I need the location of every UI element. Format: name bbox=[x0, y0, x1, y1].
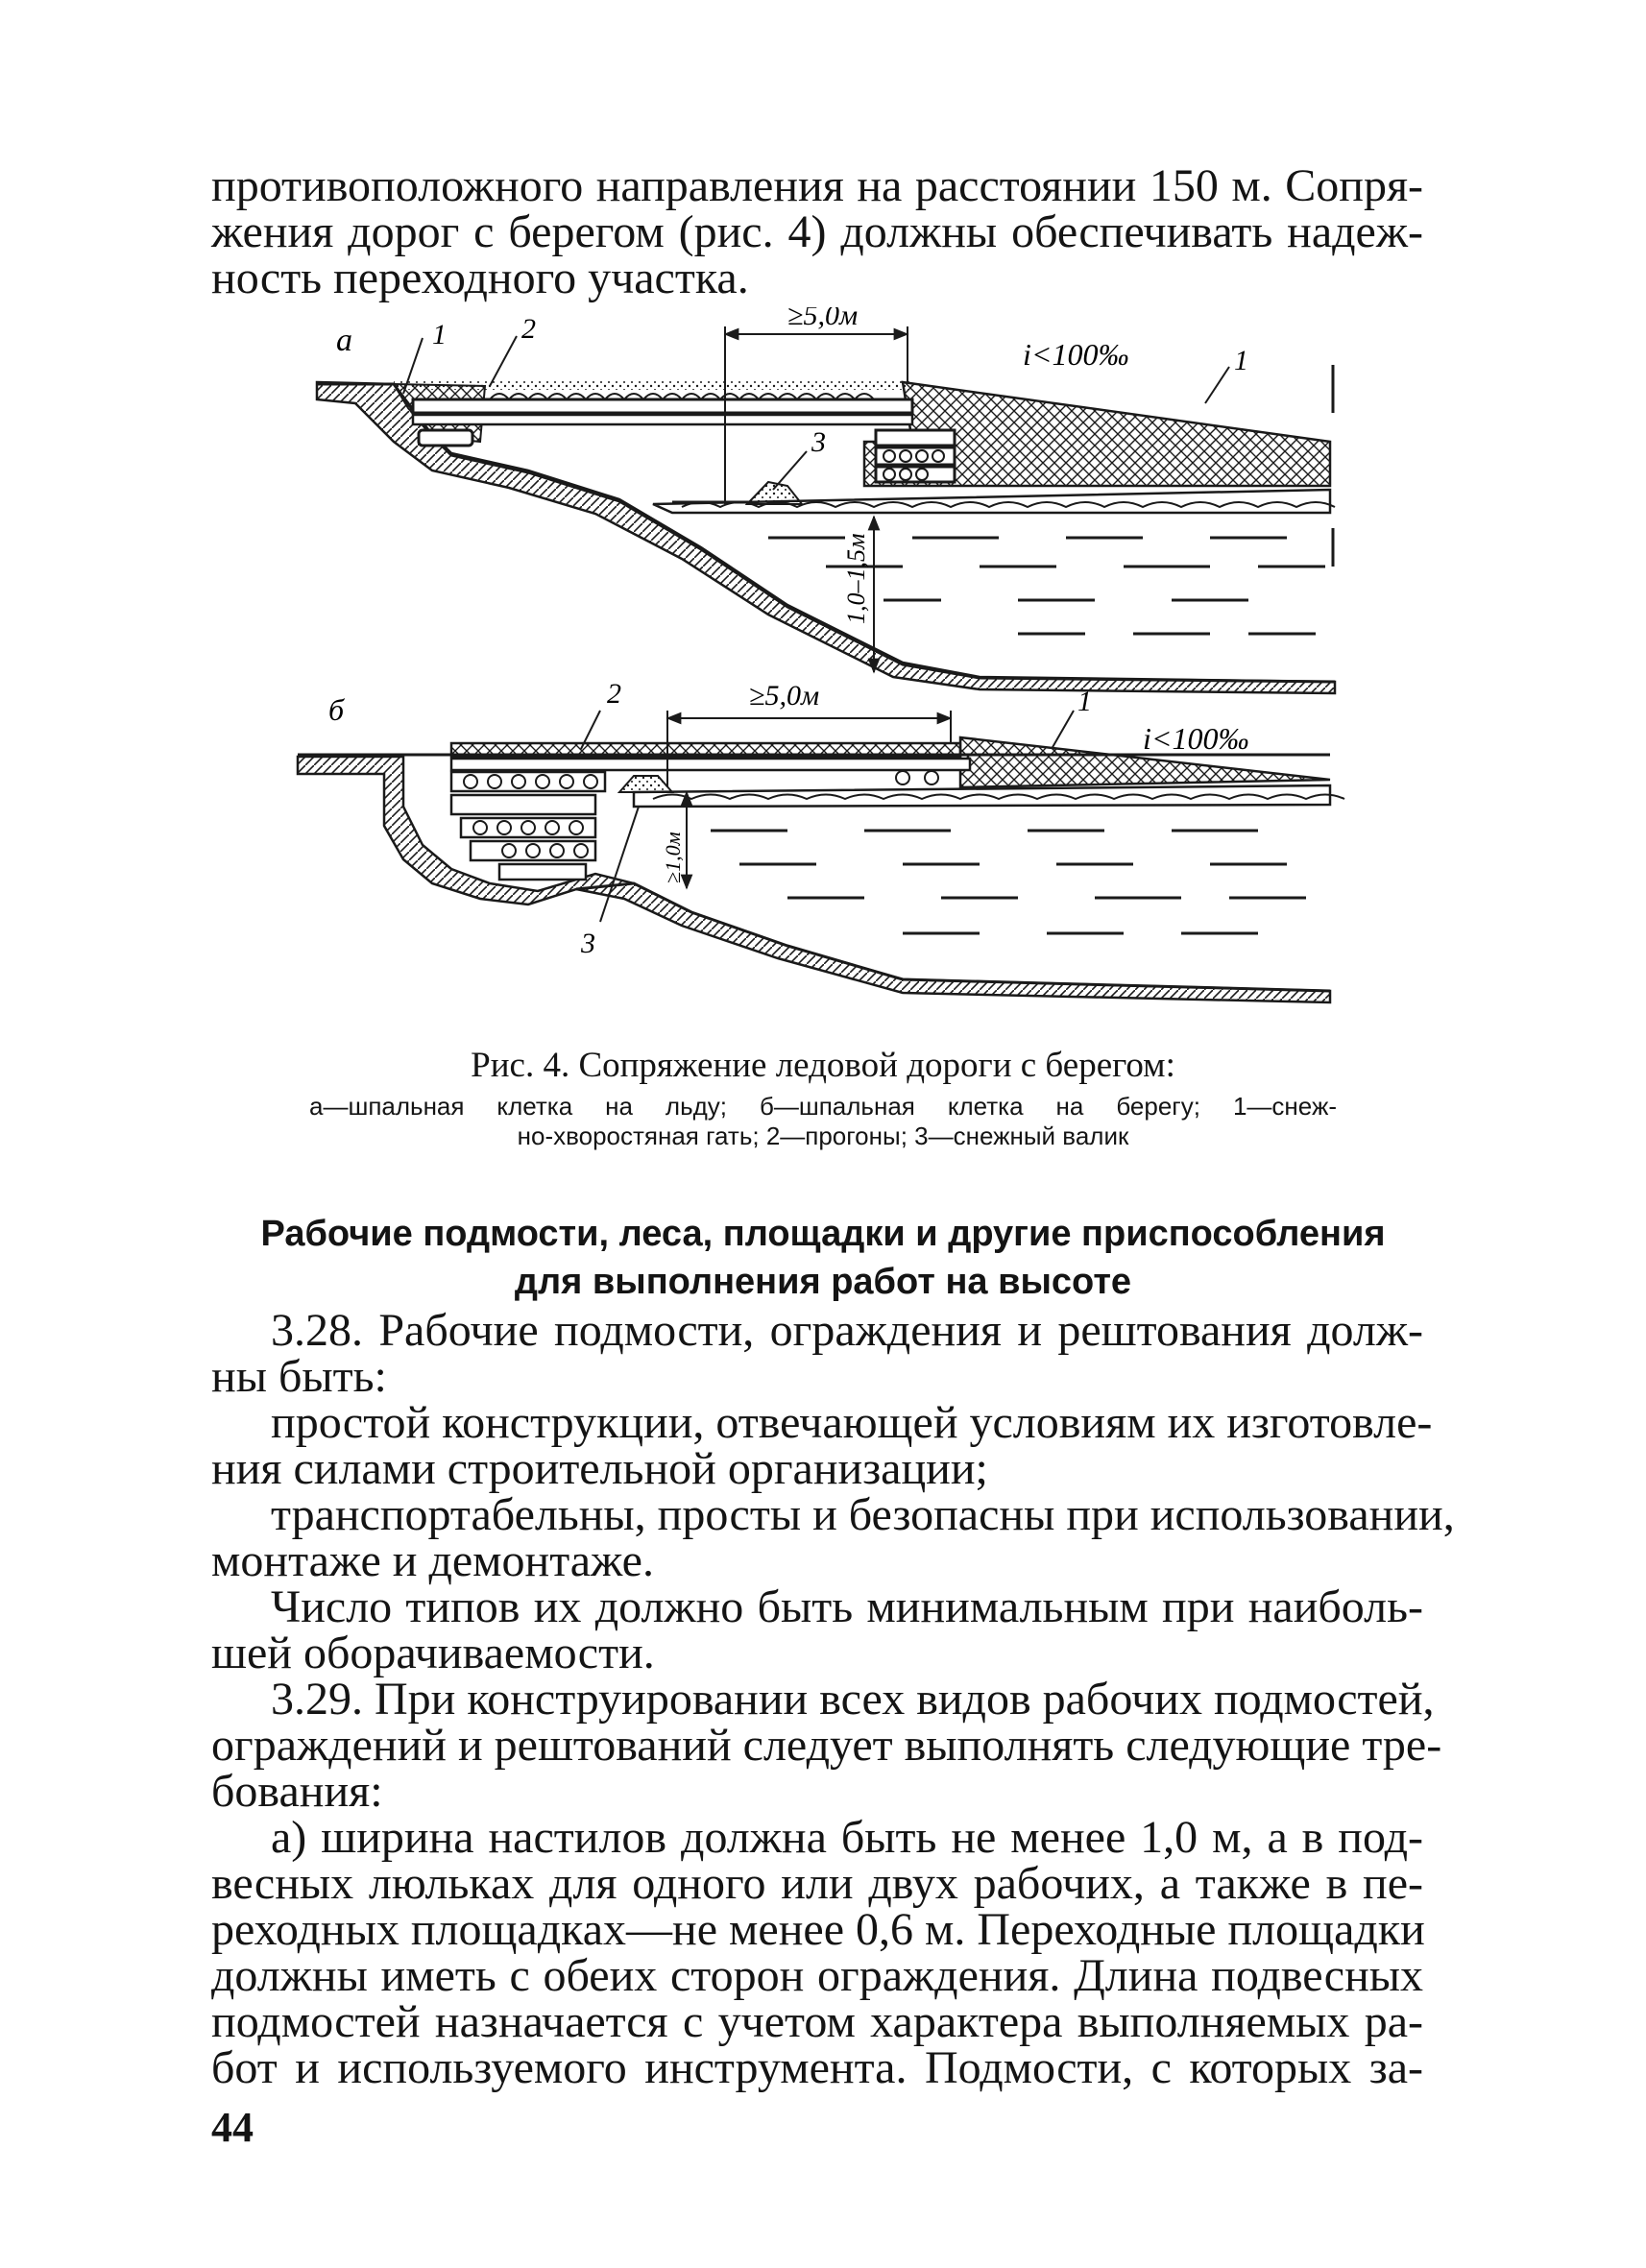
text-line: монтаже и демонтаже. bbox=[211, 1535, 654, 1586]
girder-a bbox=[413, 399, 912, 413]
text-line: ны быть: bbox=[211, 1351, 387, 1402]
snow-bank-b bbox=[619, 776, 672, 792]
callout-3-b: 3 bbox=[581, 928, 595, 959]
text-line: весных люльках для одного или двух рабочих, а также в пе- bbox=[211, 1858, 1423, 1909]
text-line: 3.28. Рабочие подмости, ограждения и рештования долж- bbox=[271, 1305, 1423, 1356]
water-b bbox=[711, 831, 1306, 933]
panel-a bbox=[317, 307, 1335, 693]
text-line: подмостей назначается с учетом характера выполняемых ра- bbox=[211, 1996, 1423, 2047]
text-line: должны иметь с обеих сторон ограждения. Длина подвесных bbox=[211, 1950, 1423, 2001]
paragraph-3-28-item-3 bbox=[211, 1581, 1423, 1678]
callout-2-a: 2 bbox=[521, 313, 536, 345]
figure-caption-title: Рис. 4. Сопряжение ледовой дороги с берегом: bbox=[471, 1046, 1175, 1085]
road-deck-b bbox=[451, 743, 960, 757]
slope-label-a: i<100‰ bbox=[1023, 337, 1129, 372]
depth-dimension-b: ≥1,0м bbox=[661, 832, 685, 883]
text-line: противоположного направления на расстоянии 150 м. Сопря- bbox=[211, 160, 1423, 211]
girder-a-2 bbox=[413, 415, 912, 424]
sleeper-left-a bbox=[419, 430, 472, 446]
callout-3-a: 3 bbox=[811, 426, 826, 458]
paragraph-3-28-item-2 bbox=[211, 1489, 1455, 1586]
figure-legend-line: но-хворостяная гать; 2—прогоны; 3—снежный валик bbox=[517, 1122, 1129, 1150]
callout-1-a: 1 bbox=[432, 319, 447, 350]
text-line: ния силами строительной организации; bbox=[211, 1443, 988, 1494]
slope-label-b: i<100‰ bbox=[1143, 721, 1249, 756]
text-line: жения дорог с берегом (рис. 4) должны обеспечивать надеж- bbox=[211, 206, 1423, 257]
paragraph-3-29-a bbox=[211, 1812, 1425, 2093]
text-line: транспортабельны, просты и безопасны при использовании, bbox=[271, 1489, 1455, 1540]
text-line: бот и используемого инструмента. Подмости, с которых за- bbox=[211, 2042, 1423, 2093]
figure-4-diagram bbox=[288, 307, 1354, 1018]
span-dimension-a: ≥5,0м bbox=[787, 307, 859, 331]
panel-label-b: б bbox=[328, 692, 345, 727]
callout-1-b: 1 bbox=[1077, 686, 1092, 717]
intro-paragraph bbox=[211, 160, 1423, 303]
figure-legend-line: а—шпальная клетка на льду; б—шпальная клетка на берегу; 1—снеж- bbox=[309, 1092, 1337, 1121]
span-dimension-b: ≥5,0м bbox=[749, 680, 820, 712]
paragraph-3-29 bbox=[211, 1674, 1442, 1817]
text-line: ность переходного участка. bbox=[211, 253, 749, 303]
text-line: реходных площадках—не менее 0,6 м. Переходные площадки bbox=[211, 1904, 1425, 1955]
girder-b bbox=[451, 759, 970, 770]
text-line: шей оборачиваемости. bbox=[211, 1628, 655, 1678]
panel-b bbox=[298, 678, 1344, 1002]
text-line: 3.29. При конструировании всех видов рабочих подмостей, bbox=[271, 1674, 1435, 1725]
paragraph-3-28 bbox=[211, 1305, 1423, 1402]
text-line: бования: bbox=[211, 1766, 383, 1817]
paragraph-3-28-item-1 bbox=[211, 1397, 1433, 1494]
text-line: простой конструкции, отвечающей условиям их изготовле- bbox=[271, 1397, 1433, 1448]
page-number: 44 bbox=[211, 2104, 254, 2151]
callout-1-right-a: 1 bbox=[1234, 345, 1248, 376]
section-heading-line: для выполнения работ на высоте bbox=[514, 1262, 1132, 1302]
text-line: а) ширина настилов должна быть не менее 1,0 м, а в под- bbox=[271, 1812, 1423, 1863]
text-line: ограждений и рештований следует выполнять следующие тре- bbox=[211, 1720, 1442, 1771]
road-surface-a bbox=[394, 380, 912, 390]
panel-label-a: а bbox=[336, 323, 352, 358]
callout-2-b: 2 bbox=[607, 678, 621, 710]
depth-dimension-a: 1,0–1,5м bbox=[842, 533, 870, 624]
text-line: Число типов их должно быть минимальным при наиболь- bbox=[271, 1581, 1423, 1632]
section-heading-line: Рабочие подмости, леса, площадки и другие приспособления bbox=[260, 1214, 1386, 1254]
sleeper-crib-on-ice bbox=[876, 430, 955, 482]
section-heading bbox=[154, 1210, 1492, 1306]
